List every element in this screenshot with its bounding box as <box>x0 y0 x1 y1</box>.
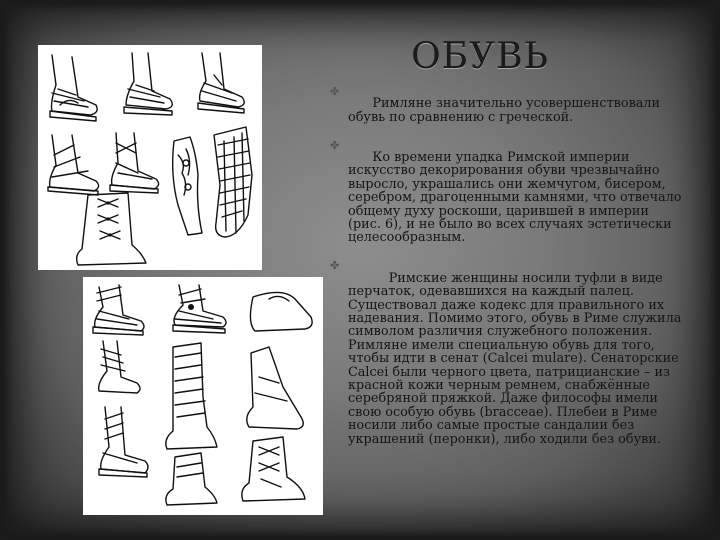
bullet-text: Римские женщины носили туфли в виде перчаток, одевавшихся на каждый палец. Существовал даже кодекс для правильного их надевания. Помимо этого, обувь в Риме служила символом различия служебного положения. Римляне имели специальную обувь для того, чтобы идти в сенат (Calcei mulare). Сенаторские Calcei были черного цвета, патрицианские – из красной кожи черным ремнем, снабжённые серебряной пряжкой. Даже философы имели свою особую обувь (bracceae). Плебеи в Риме носили либо самые простые сандалии без украшений (перонки), либо ходили без обуви. <box>348 270 686 447</box>
tall-boot-drawing <box>166 343 217 449</box>
laced-high-shoe-drawing <box>242 437 305 501</box>
bullet-text: Ко времени упадка Римской империи искусство декорирования обуви чрезвычайно выросло, украшались они жемчугом, бисером, серебром, драгоценными камнями, что отвечало общему духу роскоши, царившей в империи (рис. 6), и не было во всех случаях эстетически целесообразным. <box>348 150 686 246</box>
strapped-sandal-drawing-2 <box>173 285 226 333</box>
ankle-wrap-drawing <box>99 341 140 393</box>
soft-shoe-drawing <box>250 292 312 331</box>
laced-boot-drawing <box>77 193 146 265</box>
bullet-marker-icon: ✤ <box>330 259 340 273</box>
calf-sandal-drawing <box>99 407 148 477</box>
slide-title: ОБУВЬ <box>411 36 549 77</box>
bullet-item <box>328 138 686 259</box>
content-text <box>328 84 686 459</box>
sandal-drawing-1 <box>50 55 97 121</box>
bullet-marker-icon: ✤ <box>330 138 340 152</box>
footwear-illustration-top <box>38 45 262 270</box>
sandal-drawing-5 <box>110 133 159 193</box>
bullet-text: Римляне значительно усовершенствовали обувь по сравнению с греческой. <box>348 96 665 125</box>
bullet-marker-icon: ✤ <box>330 85 340 98</box>
bullet-item <box>328 84 682 138</box>
sandal-drawing-2 <box>124 53 172 115</box>
senator-boot-drawing <box>166 453 217 505</box>
sandal-drawing-4 <box>48 135 99 195</box>
sandal-drawing-3 <box>198 53 244 113</box>
scaled-boot-drawing <box>214 127 252 237</box>
ornate-greave-drawing <box>173 137 202 235</box>
bullet-item <box>328 258 686 459</box>
pointed-shoe-drawing <box>247 347 304 429</box>
footwear-illustration-bottom <box>83 277 323 515</box>
strapped-sandal-drawing-1 <box>93 285 144 335</box>
